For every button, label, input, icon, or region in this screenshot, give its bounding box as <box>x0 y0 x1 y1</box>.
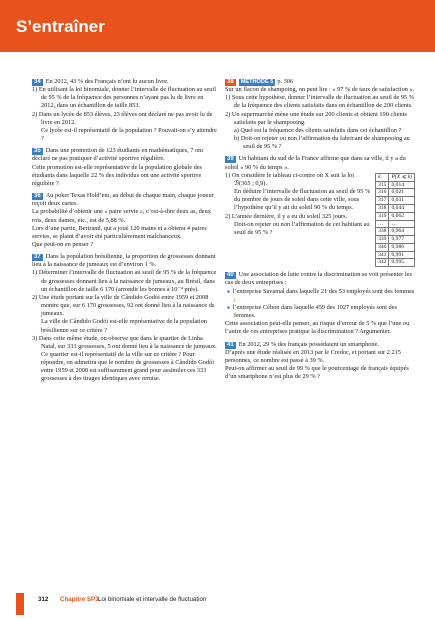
exercise-text: Dans la population brésilienne, la proportion de grossesses donnant lieu à la naissance de jumeaux est d’environ 1 %. <box>32 253 216 269</box>
exercise-36 <box>32 192 217 249</box>
exercise-number: 38 <box>227 79 234 85</box>
table-cell: 318 <box>376 204 389 212</box>
table-cell: … <box>376 220 389 228</box>
question-cont: En déduire l’intervalle de fluctuation au seuil de 95 % du nombre de jours de soleil dans cette ville, sous l’hypothèse qu’il y ait du soleil 90 % du temps. <box>234 188 371 212</box>
question-cont: La ville de Cândido Godói est-elle représentative de la population brésilienne sur ce critère ? <box>41 318 207 334</box>
exercise-35 <box>32 147 217 188</box>
table-cell: 0,031 <box>389 197 415 205</box>
table-row <box>376 228 415 236</box>
table-cell: 0,964 <box>389 228 415 236</box>
table-row <box>376 181 415 189</box>
methode-badge[interactable]: MÉTHODE 5 <box>240 79 274 85</box>
exercise-text: Sur un flacon de shampoing, on peut lire : « 97 % de taux de satisfaction ». <box>225 86 415 94</box>
question: 2) L’année dernière, il y a eu du soleil 325 jours. <box>225 212 348 220</box>
exercise-text: Dans une promotion de 123 étudiants en mathématiques, 7 ont déclaré ne pas pratiquer d’activité sportive régulière. <box>32 147 204 163</box>
section-title: S’entraîner <box>16 17 105 36</box>
exercise-40 <box>225 271 415 336</box>
table-row <box>376 243 415 251</box>
exercise-number: 39 <box>227 156 234 163</box>
table-row <box>376 212 415 220</box>
exercise-text: Cette association peut-elle penser, au risque d’erreur de 5 % que l’une ou l’autre de ces entreprises pratique la discrimination ? Argumenter. <box>225 320 410 336</box>
question: 1) En utilisant la loi binomiale, donner l’intervalle de fluctuation au seuil de 95 % de la fréquence des personnes n’ayant pas lu de livre en 2012, dans un échantillon de taille 853. <box>32 86 216 110</box>
exercise-text: La probabilité d’obtenir une « paire servie », c’est-à-dire deux as, deux rois, deux dames, etc., est de 5,88 %. <box>32 208 211 224</box>
bullet-item: ■ l’entreprise Savamal dans laquelle 21 des 53 employés sont des femmes ; <box>225 288 415 304</box>
question-cont: Ce quartier est-il représentatif de la ville sur ce critère ? Pour répondre, on admettra que le nombre de grossesses à Cândido Godói entre 1959 et 2008 est suffisamment grand pour assimiler ces 333 grossesses à des tirages identiques avec remise. <box>41 351 214 383</box>
exercise-text: Lors d’une partie, Bertrand, qui a joué 120 mains et a obtenu 4 paires servies, se plaint d’avoir été particulièrement malchanceux. <box>32 224 207 240</box>
right-column <box>225 78 415 385</box>
table-cell: 0,995 <box>389 259 415 267</box>
exercise-37 <box>32 253 217 384</box>
exercise-number: 34 <box>34 79 41 85</box>
question: 2) Dans un lycée de 853 élèves, 23 élèves ont déclaré ne pas avoir lu de livre en 2012. <box>32 110 213 126</box>
footer-corner-mark <box>16 593 24 615</box>
exercise-text: En 2012, 29 % des français possédaient un smartphone. <box>238 340 379 348</box>
exercise-41 <box>225 341 415 382</box>
question-cont: Doit-on rejeter ou non l’affirmation de cet habitant au seuil de 95 % ? <box>234 220 370 236</box>
table-cell: 317 <box>376 197 389 205</box>
sub-question: b) Doit-on rejeter ou non l’affirmation du fabricant de shampooing au seuil de 95 % ? <box>234 135 410 151</box>
question-cont: Ce lycée est-il représentatif de la population ? Pouvait-on s’y attendre ? <box>41 126 217 143</box>
exercise-number: 35 <box>34 148 41 155</box>
question: 1) Déterminer l’intervalle de fluctuation au seuil de 95 % de la fréquence de grossesses donnant lieu à la naissance de jumeaux, au Brésil, dans un échantillon de taille 6 170 (arrondir les bornes à 10⁻⁴ près). <box>32 269 217 293</box>
table-cell: 0,021 <box>389 189 415 197</box>
exercise-number: 36 <box>34 193 41 200</box>
table-cell: 340 <box>376 243 389 251</box>
exercise-number: 41 <box>227 341 234 348</box>
exercise-text: Un habitant du sud de la France affirme que dans sa ville, il y a du soleil « 90 % du temps ». <box>225 155 406 171</box>
table-row <box>376 236 415 244</box>
page-number: 312 <box>38 596 49 603</box>
table-cell: 0,991 <box>389 251 415 259</box>
exercise-text: Cette promotion est-elle représentative de la population globale des étudiants dans laquelle 22 % des individus ont une activité sportive régulière ? <box>32 163 202 187</box>
exercise-34 <box>32 78 217 143</box>
table-row <box>376 220 415 228</box>
exercise-text: Au poker Texas Hold’em, au début de chaque main, chaque joueur reçoit deux cartes. <box>32 192 214 208</box>
table-row <box>376 259 415 267</box>
exercise-number: 40 <box>227 272 234 279</box>
table-cell: 339 <box>376 236 389 244</box>
question: 2) Une étude portant sur la ville de Cândido Godói entre 1959 et 2008 montre que, sur 6 170 grossesses, 92 ont donné lieu à la naissance de jumeaux. <box>32 293 215 318</box>
exercise-text: D’après une étude réalisée en 2013 par le Credoc, et portant sur 2 215 personnes, ce nombre est passé à 39 %. <box>225 348 401 364</box>
table-cell: 319 <box>376 212 389 220</box>
table-row <box>376 189 415 197</box>
table-row <box>376 197 415 205</box>
exercise-text: Que peut-on en penser ? <box>32 240 94 248</box>
exercise-number: 37 <box>34 254 41 261</box>
page-footer <box>0 593 435 607</box>
question: 2) Un supermarché mène une étude sur 200 clients et obtient 190 clients satisfaits par le shampooing. <box>225 110 407 126</box>
sub-question: a) Quel est la fréquence des clients satisfaits dans cet échantillon ? <box>234 126 402 134</box>
question: 1) Sous cette hypothèse, donner l’intervalle de fluctuation au seuil de 95 % de la fréquence des clients satisfaits dans un échantillon de 200 clients. <box>225 94 415 110</box>
question: 1) On considère le tableau ci-contre où X suit la loi ℬ(365 ; 0,9). <box>225 171 355 187</box>
table-cell: 342 <box>376 259 389 267</box>
table-cell: 315 <box>376 181 389 189</box>
exercise-39 <box>225 155 415 267</box>
exercise-text: Une association de lutte contre la discrimination se voit présenter les cas de deux entreprises : <box>225 271 412 287</box>
chapter-title: Loi binomiale et intervalle de fluctuation <box>98 596 207 603</box>
table-header-k: k <box>376 173 389 181</box>
table-cell: 316 <box>376 189 389 197</box>
table-header-p: P(X ⩽ k) <box>389 173 415 181</box>
chapter-label: Chapitre SP3. <box>60 596 101 603</box>
probability-table <box>375 173 415 268</box>
table-cell: 0,062 <box>389 212 415 220</box>
table-row <box>376 204 415 212</box>
section-header <box>0 0 435 52</box>
table-cell: 341 <box>376 251 389 259</box>
question: 3) Dans cette même étude, on observe que dans le quartier de Linha Natal, sur 333 grossesses, 5 ont donné lieu à la naissance de jumeaux. <box>32 334 217 350</box>
table-cell: 0,044 <box>389 204 415 212</box>
table-row <box>376 251 415 259</box>
table-cell: 338 <box>376 228 389 236</box>
table-cell: 0,986 <box>389 243 415 251</box>
page-reference: p. 306 <box>277 78 294 85</box>
exercise-text: En 2012, 43 % des Français n’ont lu aucun livre. <box>45 78 169 85</box>
exercise-38 <box>225 78 415 151</box>
bullet-item: ■ l’entreprise Cébon dans laquelle 459 des 1027 employés sont des femmes. <box>225 304 415 320</box>
exercise-text: Peut-on affirmer au seuil de 99 % que le pourcentage de français équipés d’un smartphone n’est plus de 29 % ? <box>225 365 409 381</box>
left-column <box>32 78 217 388</box>
table-cell: 0,977 <box>389 236 415 244</box>
table-cell: 0,014 <box>389 181 415 189</box>
table-cell: … <box>389 220 415 228</box>
